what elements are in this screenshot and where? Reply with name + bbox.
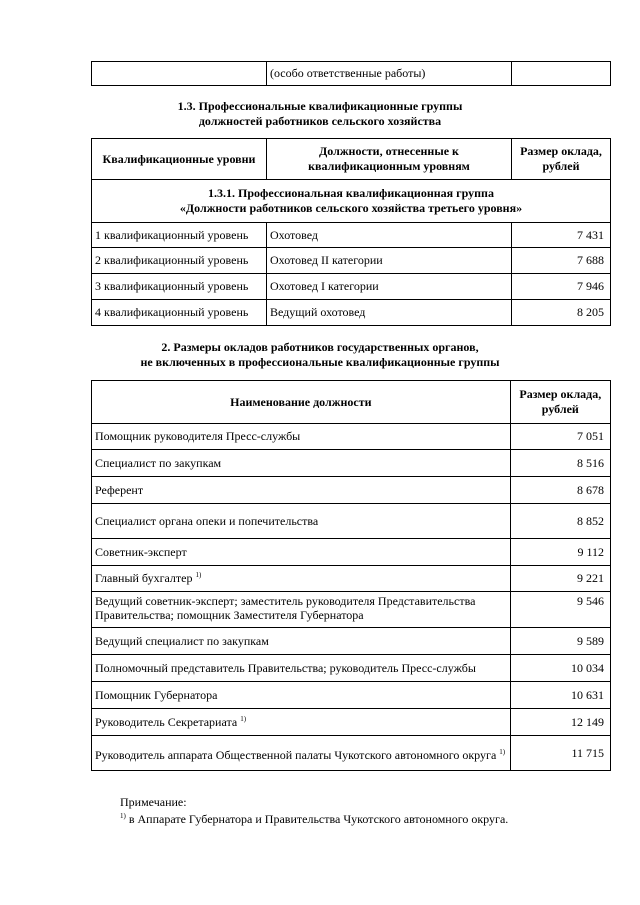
salary-cell: 8 516 [510,450,610,477]
note-text [120,809,508,826]
position-cell [92,450,511,477]
position-cell [92,477,511,504]
table-row [92,628,611,655]
column-header [510,381,610,424]
table-row [92,655,611,682]
section-title-line: должностей работников сельского хозяйства [198,114,442,128]
table-row [92,682,611,709]
salary-cell: 11 715 [510,736,610,771]
continued-table [91,61,611,86]
position-text: Ведущий советник-эксперт; заместитель руководителя Представительства Правительства; помощник Заместителя Губернатора [95,594,476,622]
table-row [92,709,611,736]
salary-cell: 8 852 [510,504,610,539]
header-line: Размер оклада, [519,387,602,401]
position-cell [92,592,511,628]
level-cell: 1 квалификационный уровень [92,223,267,248]
position-text: Руководитель аппарата Общественной палаты Чукотского автономного округа [95,747,497,762]
table-row [92,504,611,539]
salary-cell: 10 034 [510,655,610,682]
position-cell [92,655,511,682]
footnote-ref: 1) [195,571,202,579]
salary-cell: 10 631 [510,682,610,709]
salary-cell: 8 205 [512,300,611,326]
footnote-ref: 1) [240,714,247,723]
table-row [92,736,611,771]
note-label: Примечание: [120,795,187,809]
salary-cell: 12 149 [510,709,610,736]
position-text: Специалист по закупкам [95,455,222,470]
header-line: Размер оклада, [520,144,602,158]
position-cell [92,736,511,771]
table-row [92,223,611,248]
table-row [92,424,611,450]
salary-cell: 7 051 [510,424,610,450]
position-cell: Охотовед II категории [267,248,512,274]
salary-cell: 7 688 [512,248,611,274]
salary-cell: 9 221 [510,566,610,592]
table-row [92,300,611,326]
column-header: Наименование должности [92,381,511,424]
salary-cell: 9 546 [510,592,610,628]
position-text: Помощник Губернатора [95,687,218,702]
table-row [92,450,611,477]
position-text: Помощник руководителя Пресс-службы [95,429,301,443]
position-cell [92,424,511,450]
position-cell [92,566,511,592]
qualification-table [91,138,611,326]
salary-cell: 7 946 [512,274,611,300]
group-header-line: 1.3.1. Профессиональная квалификационная группа [208,186,494,200]
section-title [0,340,640,370]
salary-cell: 7 431 [512,223,611,248]
level-cell: 2 квалификационный уровень [92,248,267,274]
section-title-line: 2. Размеры окладов работников государственных органов, [161,340,479,354]
section-title-line: не включенных в профессиональные квалификационные группы [140,355,500,369]
level-cell: 4 квалификационный уровень [92,300,267,326]
position-cell [92,539,511,566]
header-line: квалификационным уровням [308,159,470,173]
group-header [92,180,611,223]
position-text: Ведущий специалист по закупкам [95,633,269,648]
position-text: Полномочный представитель Правительства; руководитель Пресс-службы [95,660,476,675]
note-body: в Аппарате Губернатора и Правительства Чукотского автономного округа. [125,812,509,826]
column-header [512,139,611,180]
table-row [92,566,611,592]
position-text: Специалист органа опеки и попечительства [95,513,319,528]
footnote-ref: 1) [499,747,506,756]
column-header: Квалификационные уровни [92,139,267,180]
table-row [92,539,611,566]
salary-cell: 8 678 [510,477,610,504]
column-header [267,139,512,180]
section-title [0,99,640,129]
salary-cell: 9 112 [510,539,610,566]
position-text: Руководитель Секретариата [95,714,238,729]
table-row [92,274,611,300]
table-row [92,248,611,274]
position-cell: Охотовед [267,223,512,248]
position-text: Советник-эксперт [95,544,187,559]
table-cell: (особо ответственные работы) [267,62,512,86]
empty-cell [512,62,611,86]
footnote-marker: 1) [120,812,126,820]
salary-cell: 9 589 [510,628,610,655]
header-line: рублей [541,402,579,416]
position-cell: Ведущий охотовед [267,300,512,326]
header-line: рублей [542,159,580,173]
empty-cell [92,62,267,86]
position-cell [92,682,511,709]
table-row [92,477,611,504]
level-cell: 3 квалификационный уровень [92,274,267,300]
position-cell [92,628,511,655]
header-line: Должности, отнесенные к [319,144,459,158]
position-text: Главный бухгалтер [95,571,193,585]
position-cell [92,504,511,539]
group-header-line: «Должности работников сельского хозяйства третьего уровня» [179,201,523,215]
position-cell [92,709,511,736]
position-cell: Охотовед I категории [267,274,512,300]
table-row [92,592,611,628]
position-text: Референт [95,482,144,497]
salary-table [91,380,611,771]
section-title-line: 1.3. Профессиональные квалификационные группы [177,99,463,113]
